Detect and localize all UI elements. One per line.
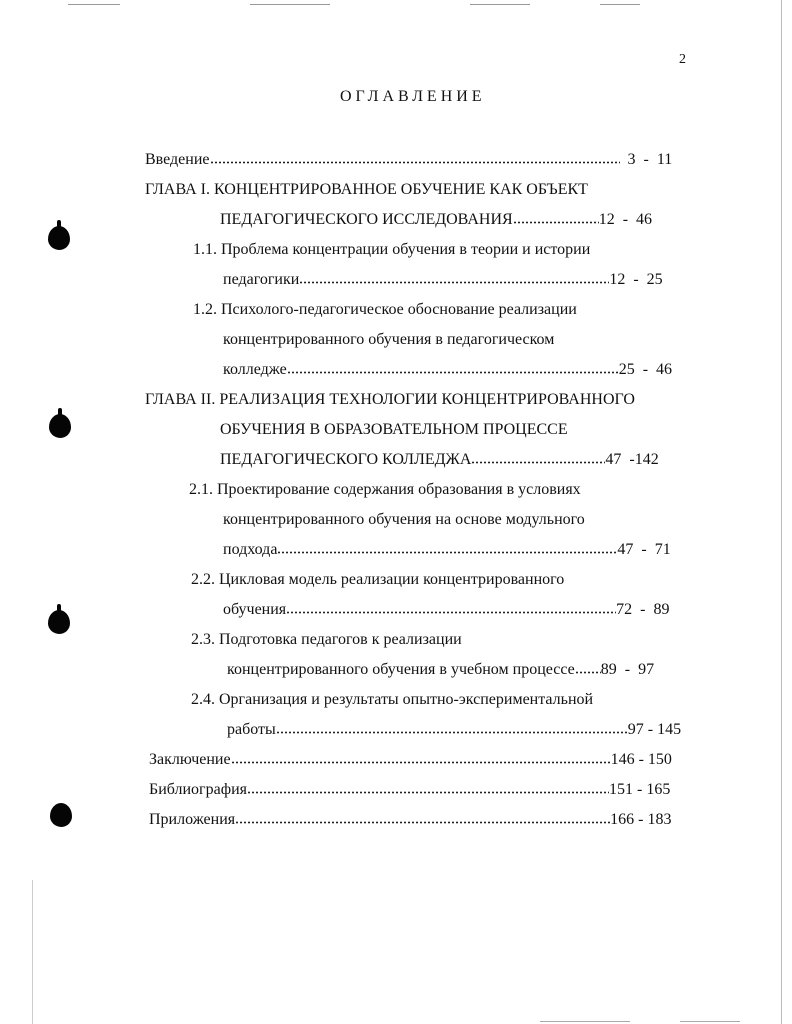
toc-entry-appendices — [149, 810, 671, 830]
toc-entry-label: обучения — [223, 601, 287, 618]
punch-hole — [49, 414, 71, 438]
punch-hole — [50, 803, 72, 827]
dot-leader — [277, 540, 617, 554]
toc-entry-conclusion — [149, 750, 672, 770]
toc-page-range: 166 - 183 — [610, 811, 672, 828]
scan-mark — [600, 4, 640, 5]
toc-entry-label: ПЕДАГОГИЧЕСКОГО КОЛЛЕДЖА — [220, 451, 472, 468]
toc-section-2-3 — [191, 630, 462, 650]
toc-page-range: 151 - 165 — [609, 781, 671, 798]
toc-section-2-2 — [191, 570, 564, 590]
toc-chapter-2-title-cont — [220, 450, 659, 470]
toc-entry-label: педагогики — [223, 271, 300, 288]
scan-edge — [781, 0, 782, 1024]
toc-section-2-4 — [191, 690, 593, 710]
toc-page-range: 12 - 25 — [609, 271, 663, 288]
dot-leader — [231, 750, 611, 764]
toc-section-1-2-cont — [223, 360, 672, 380]
toc-page-range: 97 - 145 — [627, 721, 682, 738]
toc-entry-label: Подготовка педагогов к реализации — [219, 631, 462, 648]
dot-leader — [575, 660, 601, 674]
dot-leader — [471, 450, 605, 464]
toc-chapter-1-title-cont — [220, 210, 652, 230]
toc-chapter-2-title: ГЛАВА II. РЕАЛИЗАЦИЯ ТЕХНОЛОГИИ КОНЦЕНТРИРОВАННОГО — [145, 391, 635, 408]
page-title: ОГЛАВЛЕНИЕ — [340, 88, 486, 105]
page-number: 2 — [679, 52, 686, 67]
toc-entry-label: колледже — [223, 361, 287, 378]
section-number: 2.3. — [191, 631, 215, 648]
toc-section-2-1-line2: концентрированного обучения на основе модульного — [223, 511, 585, 528]
dot-leader — [513, 210, 599, 224]
section-number: 1.2. — [193, 301, 217, 318]
dot-leader — [235, 810, 610, 824]
scan-mark — [68, 4, 120, 5]
section-number: 2.2. — [191, 571, 215, 588]
toc-entry-label: концентрированного обучения в учебном процессе — [227, 661, 575, 678]
scan-mark — [540, 1021, 630, 1022]
toc-section-2-3-cont — [227, 660, 654, 680]
toc-entry-label: Введение — [145, 151, 210, 168]
toc-section-1-2 — [193, 300, 577, 320]
toc-entry-label: Библиография — [149, 781, 247, 798]
toc-page-range: 12 - 46 — [598, 211, 653, 228]
toc-page-range: 146 - 150 — [610, 751, 672, 768]
toc-page-range: 3 - 11 — [627, 151, 673, 168]
dot-leader — [299, 270, 609, 284]
section-number: 2.1. — [189, 481, 213, 498]
toc-entry-label: Заключение — [149, 751, 231, 768]
toc-section-2-1-cont — [223, 540, 671, 560]
toc-section-1-1-cont — [223, 270, 663, 290]
toc-section-2-2-cont — [223, 600, 670, 620]
toc-entry-label: Проектирование содержания образования в условиях — [217, 481, 581, 498]
toc-page-range: 89 - 97 — [600, 661, 655, 678]
toc-entry-label: Организация и результаты опытно-экспериментальной — [219, 691, 594, 708]
toc-section-1-2-line2: концентрированного обучения в педагогическом — [223, 331, 555, 348]
scan-mark — [470, 4, 530, 5]
toc-section-2-4-cont — [227, 720, 681, 740]
toc-entry-label: Цикловая модель реализации концентрированного — [219, 571, 565, 588]
toc-entry-label: подхода — [223, 541, 278, 558]
dot-leader — [276, 720, 628, 734]
scan-mark — [680, 1021, 740, 1022]
toc-entry-label: Проблема концентрации обучения в теории и истории — [221, 241, 591, 258]
dot-leader — [287, 360, 619, 374]
section-number: 2.4. — [191, 691, 215, 708]
toc-entry-label: работы — [227, 721, 276, 738]
toc-page-range: 47 -142 — [605, 451, 659, 468]
toc-entry-label: Психолого-педагогическое обоснование реализации — [221, 301, 577, 318]
toc-section-2-1 — [189, 480, 581, 500]
toc-section-1-1 — [193, 240, 590, 260]
punch-hole — [48, 226, 70, 250]
toc-entry-intro — [145, 150, 672, 170]
scan-mark — [250, 4, 330, 5]
toc-page-range: 25 - 46 — [618, 361, 673, 378]
toc-page-range: 72 - 89 — [616, 601, 670, 618]
toc-page-range: 47 - 71 — [617, 541, 671, 558]
punch-hole — [48, 610, 70, 634]
section-number: 1.1. — [193, 241, 217, 258]
dot-leader — [210, 150, 620, 164]
toc-entry-label: ПЕДАГОГИЧЕСКОГО ИССЛЕДОВАНИЯ — [220, 211, 513, 228]
toc-chapter-2-title-line2: ОБУЧЕНИЯ В ОБРАЗОВАТЕЛЬНОМ ПРОЦЕССЕ — [220, 421, 568, 438]
scan-edge — [32, 880, 33, 1024]
toc-entry-label: Приложения — [149, 811, 236, 828]
dot-leader — [286, 600, 616, 614]
dot-leader — [247, 780, 609, 794]
toc-entry-bibliography — [149, 780, 670, 800]
toc-chapter-1-title: ГЛАВА I. КОНЦЕНТРИРОВАННОЕ ОБУЧЕНИЕ КАК ОБЪЕКТ — [145, 181, 588, 198]
